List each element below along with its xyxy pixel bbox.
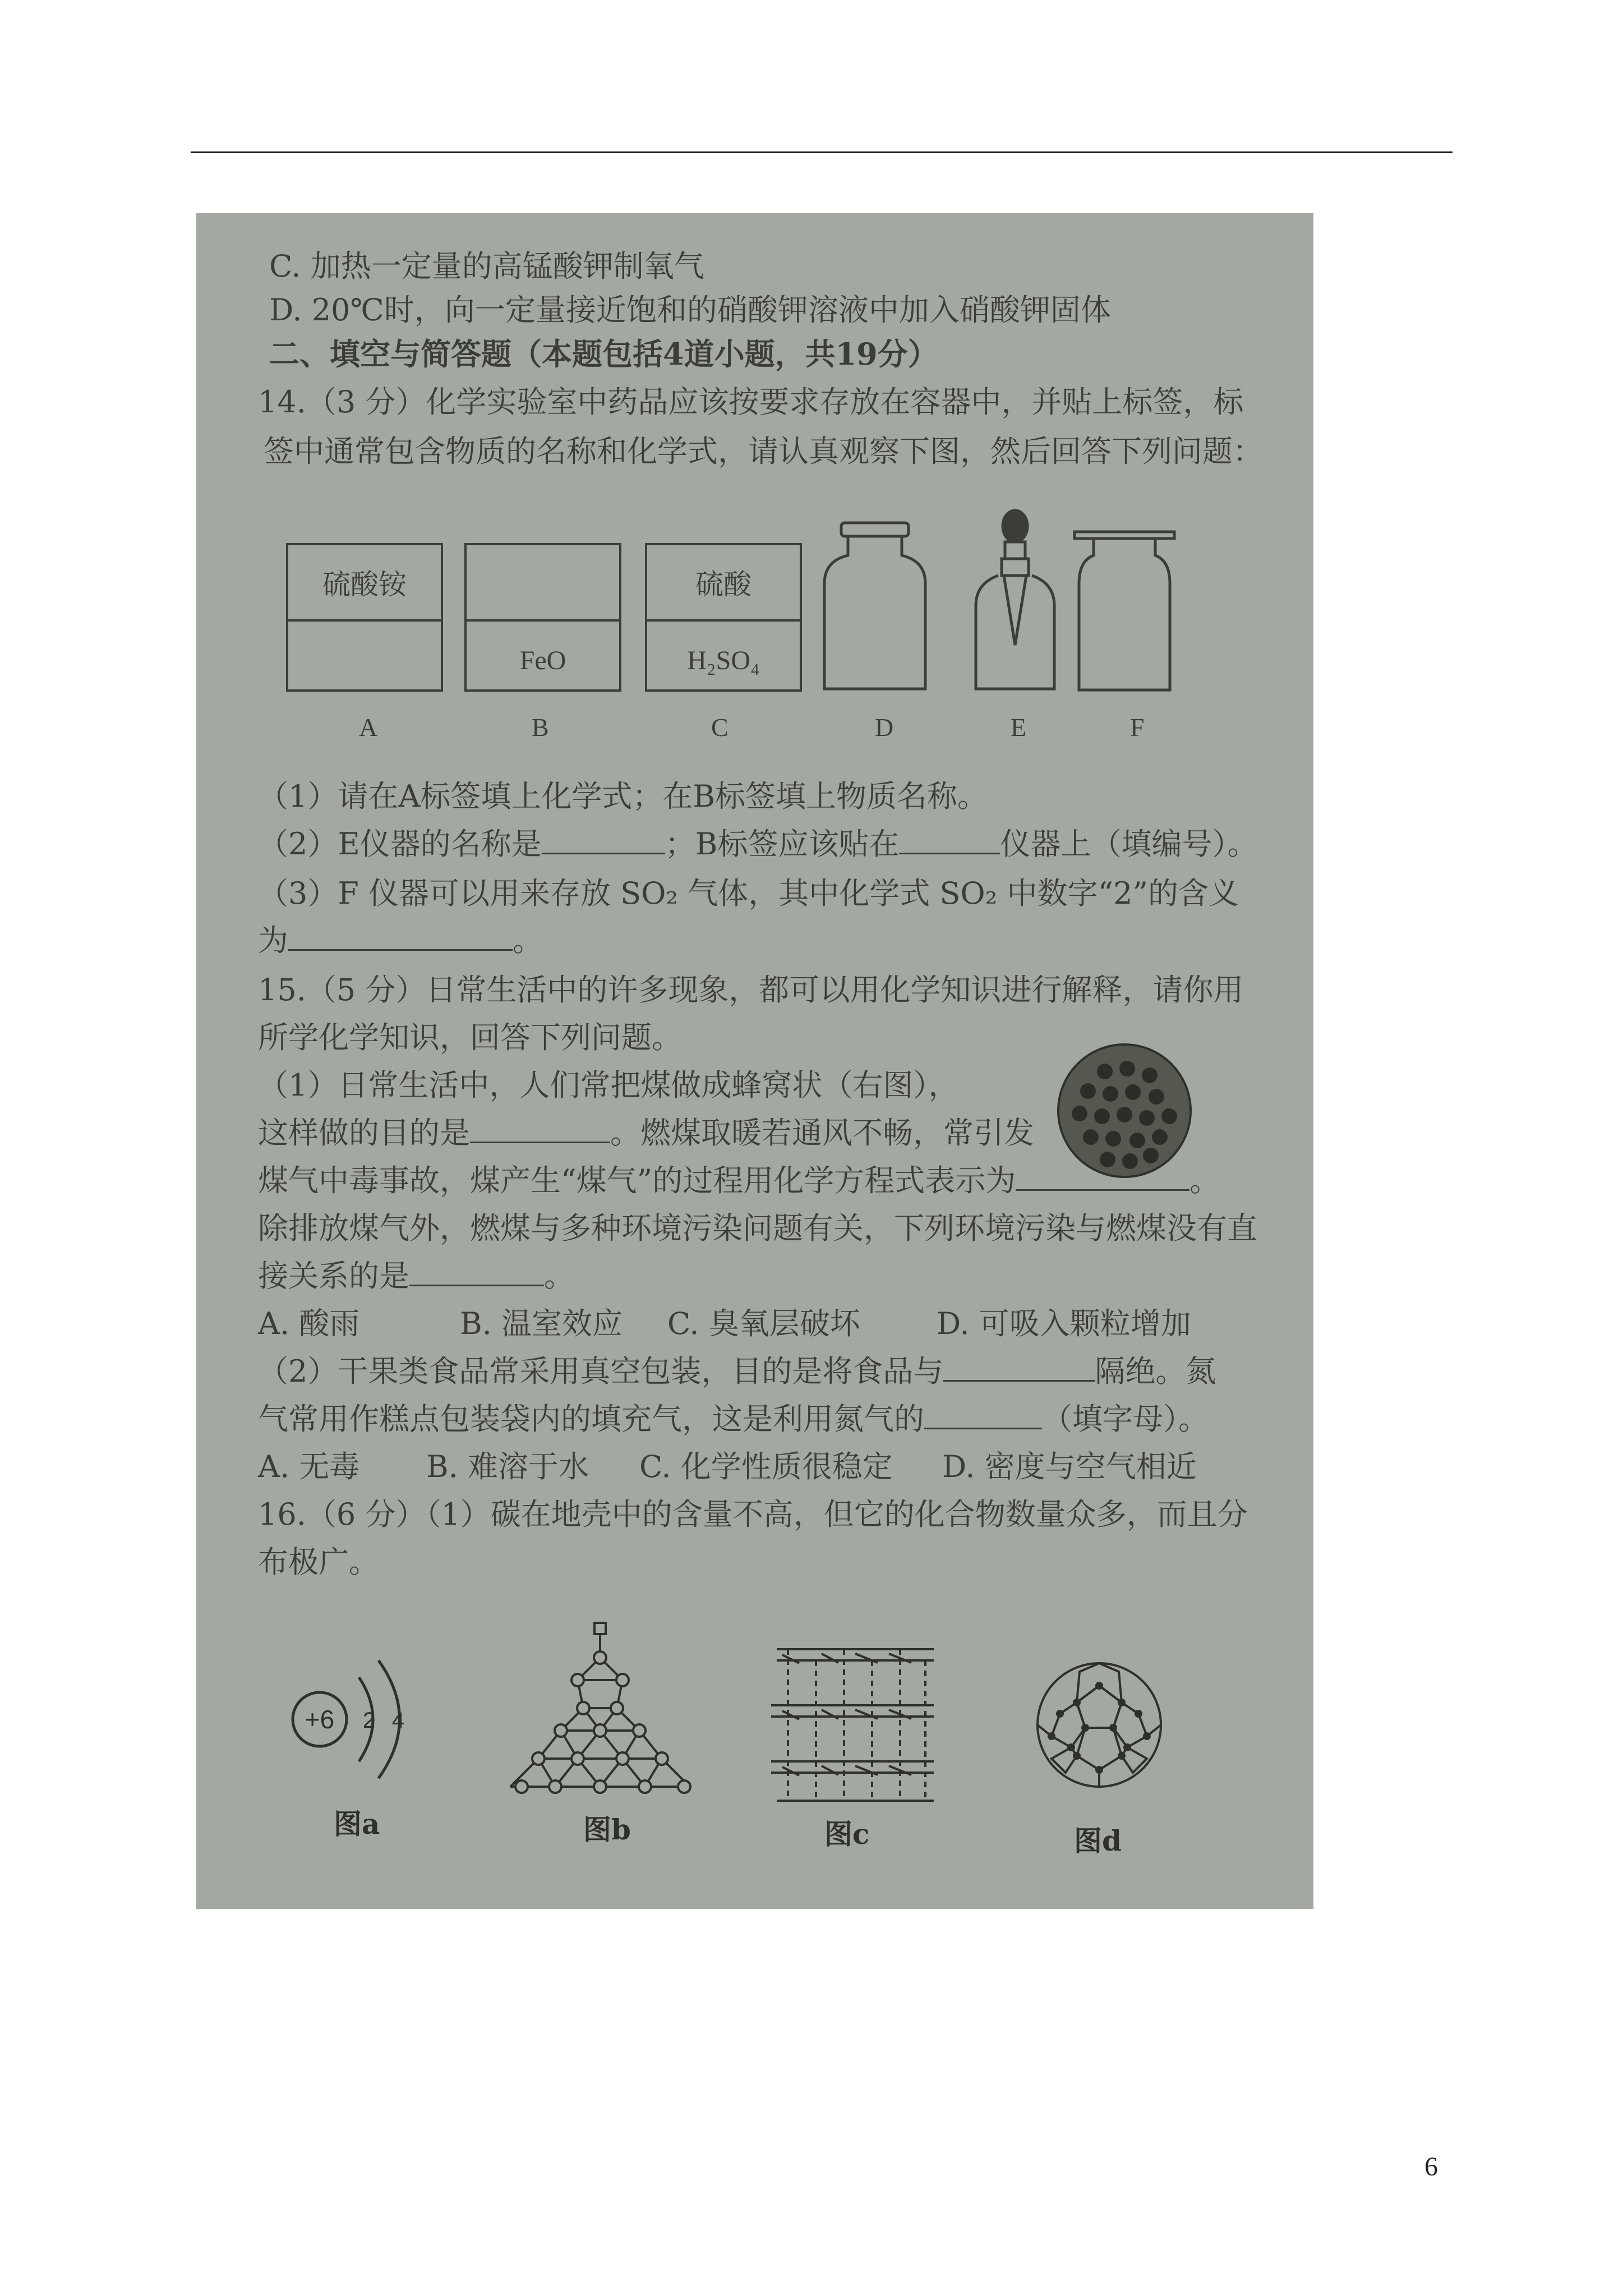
caption-fig-b: 图b [583,1813,631,1846]
letter-f: F [1130,713,1145,742]
q15-part1-line3: 煤气中毒事故，煤产生“煤气”的过程用化学方程式表示为 。 [258,1163,1220,1198]
caption-fig-d: 图d [1074,1824,1122,1857]
blank-nitrogen-property[interactable] [924,1401,1042,1429]
graphite-structure-diagram [766,1638,945,1812]
q15-part2-line2: 气常用作糕点包装袋内的填充气，这是利用氮气的 （填字母）。 [258,1401,1209,1437]
label-a [286,543,443,692]
q15-options-2: A. 无毒 B. 难溶于水 C. 化学性质很稳定 D. 密度与空气相近 [258,1449,1197,1484]
q16-line2: 布极广。 [258,1544,379,1580]
q15-options-1: A. 酸雨 B. 温室效应 C. 臭氧层破坏 D. 可吸入颗粒增加 [258,1306,1191,1341]
q14-part1: （1）请在A标签填上化学式；在B标签填上物质名称。 [258,779,988,814]
blank-b-instrument[interactable] [899,826,1000,854]
q15-part1-line5: 接关系的是 。 [258,1258,574,1294]
atom-nucleus-charge: +6 [305,1705,335,1734]
page-number: 6 [1424,2152,1438,2182]
atom-shell1-count: 2 [362,1708,376,1733]
dropper-bottle-icon [970,505,1060,696]
label-b [464,543,621,692]
q14-line1: 14.（3 分）化学实验室中药品应该按要求存放在容器中，并贴上标签，标 [258,384,1244,420]
gas-jar-icon [1071,527,1178,696]
option-c: C. 加热一定量的高锰酸钾制氧气 [269,249,704,284]
letter-d: D [875,713,894,742]
q14-part2: （2）E仪器的名称是 ；B标签应该贴在 仪器上（填编号）。 [258,826,1258,862]
scanned-exam-photo [196,213,1313,1909]
blank-e-name[interactable] [542,826,665,854]
letter-e: E [1011,713,1027,742]
header-rule [191,151,1453,153]
blank-equation[interactable] [1016,1162,1189,1191]
q14-part3: （3）F 仪器可以用来存放 SO₂ 气体，其中化学式 SO₂ 中数字“2”的含义 [258,876,1239,911]
atom-shell2-count: 4 [391,1708,405,1733]
diamond-structure-diagram [499,1618,701,1803]
honeycomb-briquette-icon [1054,1041,1195,1181]
blank-pollution[interactable] [409,1258,544,1286]
fullerene-c60-diagram [1026,1652,1172,1803]
section-heading: 二、填空与简答题（本题包括4道小题，共19分） [269,336,938,372]
blank-isolated-from[interactable] [943,1353,1095,1382]
label-c [645,543,802,692]
letter-a: A [359,713,378,742]
letter-c: C [711,713,728,742]
option-d: D. 20℃时，向一定量接近饱和的硝酸钾溶液中加入硝酸钾固体 [269,292,1111,328]
q15-part1-line1: （1）日常生活中，人们常把煤做成蜂窝状（右图）， [258,1068,959,1103]
q15-part1-line4: 除排放煤气外，燃煤与多种环境污染问题有关，下列环境污染与燃煤没有直 [258,1211,1257,1246]
label-c-formula: H₂SO₄ [687,646,760,675]
q16-line1: 16.（6 分）（1）碳在地壳中的含量不高，但它的化合物数量众多，而且分 [258,1497,1248,1532]
carbon-atom-diagram [280,1655,426,1801]
q15-line1: 15.（5 分）日常生活中的许多现象，都可以用化学知识进行解释，请你用 [258,972,1244,1007]
label-b-formula: FeO [519,646,566,675]
letter-b: B [532,713,549,742]
caption-fig-c: 图c [824,1818,870,1851]
label-c-name: 硫酸 [695,568,751,601]
label-a-name: 硫酸铵 [322,568,407,601]
q15-part1-line2: 这样做的目的是 。燃煤取暖若通风不畅，常引发 [258,1115,1034,1151]
q14-line2: 签中通常包含物质的名称和化学式，请认真观察下图，然后回答下列问题： [264,434,1263,469]
wide-mouth-bottle-icon [819,516,931,696]
caption-fig-a: 图a [334,1807,380,1841]
blank-honeycomb-purpose[interactable] [470,1115,610,1143]
blank-so2-meaning[interactable] [288,922,513,951]
q14-part3-answer: 为 。 [258,923,543,958]
q15-part2-line1: （2）干果类食品常采用真空包装，目的是将食品与 隔绝。氮 [258,1354,1216,1389]
q15-line2: 所学化学知识，回答下列问题。 [258,1020,682,1055]
